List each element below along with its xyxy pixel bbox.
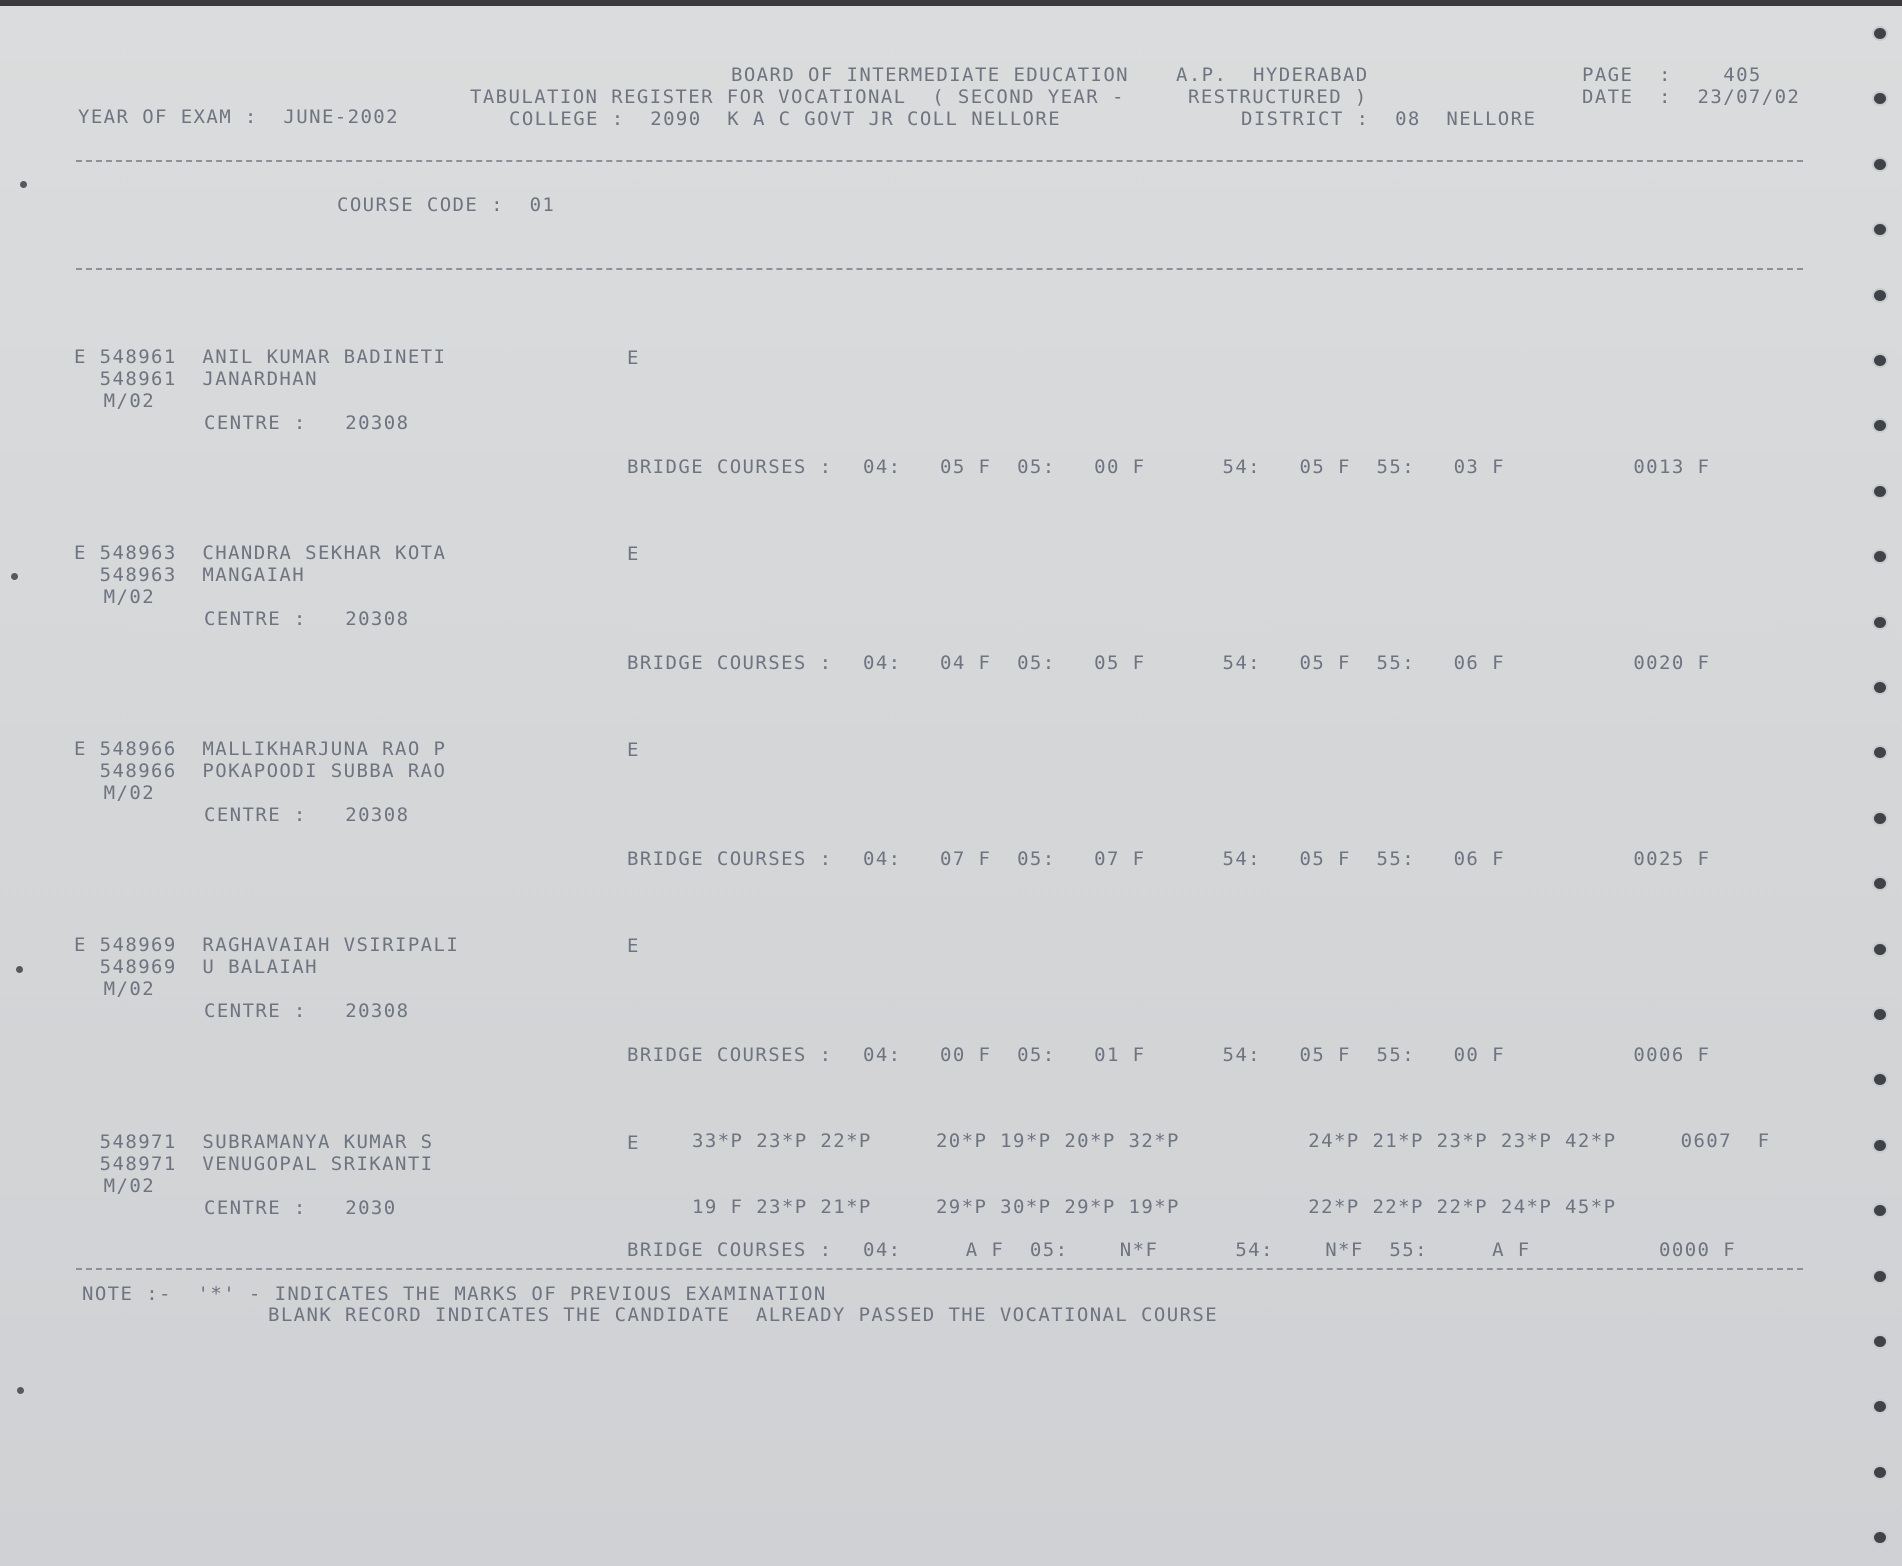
record-id-name: 548971 SUBRAMANYA KUMAR S [74, 1131, 434, 1153]
district-name: DISTRICT : 08 NELLORE [1241, 108, 1537, 130]
record-month-year: M/02 [78, 586, 156, 608]
feed-hole [1874, 682, 1886, 693]
record-centre: CENTRE : 20308 [204, 804, 410, 826]
record-id-name: E 548963 CHANDRA SEKHAR KOTA [74, 542, 447, 564]
record-hall-ticket-parent: 548971 VENUGOPAL SRIKANTI [74, 1153, 434, 1175]
record-hall-ticket-parent: 548963 MANGAIAH [74, 564, 306, 586]
feed-hole [1874, 28, 1886, 39]
record-marks-line-1: 33*P 23*P 22*P 20*P 19*P 20*P 32*P 24*P 21*P 23*P 23*P 42*P 0607 F [692, 1130, 1771, 1152]
feed-hole [1874, 1271, 1886, 1282]
year-of-exam: YEAR OF EXAM : JUNE-2002 [78, 106, 399, 128]
record-centre: CENTRE : 20308 [204, 608, 410, 630]
feed-hole [1874, 813, 1886, 824]
feed-hole [1874, 551, 1886, 562]
college-name: COLLEGE : 2090 K A C GOVT JR COLL NELLORE [509, 108, 1062, 130]
print-date: DATE : 23/07/02 [1582, 86, 1801, 108]
feed-hole [1874, 944, 1886, 955]
course-divider [76, 268, 1803, 270]
record-centre: CENTRE : 20308 [204, 1000, 410, 1022]
record-month-year: M/02 [78, 1175, 156, 1197]
bridge-courses-label: BRIDGE COURSES : [627, 456, 833, 478]
record-hall-ticket-parent: 548961 JANARDHAN [74, 368, 318, 390]
feed-hole [1874, 1467, 1886, 1478]
bridge-courses-label: BRIDGE COURSES : [627, 1239, 833, 1261]
record-marks-line-2: 19 F 23*P 21*P 29*P 30*P 29*P 19*P 22*P 22*P 22*P 24*P 45*P [692, 1196, 1617, 1218]
record-bridge-courses: 04: A F 05: N*F 54: N*F 55: A F 0000 F [863, 1239, 1737, 1261]
record-grade: E [627, 543, 640, 565]
record-bridge-courses: 04: 07 F 05: 07 F 54: 05 F 55: 06 F 0025 F [863, 848, 1711, 870]
board-name: BOARD OF INTERMEDIATE EDUCATION [731, 64, 1130, 86]
feed-hole [1874, 486, 1886, 497]
feed-hole [1874, 878, 1886, 889]
register-scheme: RESTRUCTURED ) [1188, 86, 1368, 108]
feed-hole [1874, 1074, 1886, 1085]
record-centre: CENTRE : 2030 [204, 1197, 397, 1219]
left-margin-mark [20, 181, 27, 188]
board-location: A.P. HYDERABAD [1176, 64, 1369, 86]
record-id-name: E 548961 ANIL KUMAR BADINETI [74, 346, 447, 368]
feed-hole [1874, 93, 1886, 104]
feed-hole [1874, 420, 1886, 431]
record-bridge-courses: 04: 04 F 05: 05 F 54: 05 F 55: 06 F 0020 F [863, 652, 1711, 674]
record-month-year: M/02 [78, 390, 156, 412]
feed-hole [1874, 1205, 1886, 1216]
header-divider [76, 160, 1803, 162]
course-code: COURSE CODE : 01 [337, 194, 556, 216]
record-grade: E [627, 935, 640, 957]
record-hall-ticket-parent: 548969 U BALAIAH [74, 956, 318, 978]
feed-hole [1874, 747, 1886, 758]
record-month-year: M/02 [78, 782, 156, 804]
record-id-name: E 548969 RAGHAVAIAH VSIRIPALI [74, 934, 460, 956]
paper-top-edge [0, 0, 1902, 6]
feed-hole [1874, 617, 1886, 628]
feed-hole [1874, 1401, 1886, 1412]
record-bridge-courses: 04: 05 F 05: 00 F 54: 05 F 55: 03 F 0013 F [863, 456, 1711, 478]
feed-hole [1874, 1336, 1886, 1347]
feed-hole [1874, 1009, 1886, 1020]
feed-hole [1874, 159, 1886, 170]
record-centre: CENTRE : 20308 [204, 412, 410, 434]
feed-hole [1874, 355, 1886, 366]
record-grade: E [627, 739, 640, 761]
bridge-courses-label: BRIDGE COURSES : [627, 1044, 833, 1066]
record-month-year: M/02 [78, 978, 156, 1000]
left-margin-mark [16, 966, 23, 973]
record-hall-ticket-parent: 548966 POKAPOODI SUBBA RAO [74, 760, 447, 782]
left-margin-mark [17, 1387, 24, 1394]
register-title: TABULATION REGISTER FOR VOCATIONAL ( SECOND YEAR - [470, 86, 1125, 108]
record-id-name: E 548966 MALLIKHARJUNA RAO P [74, 738, 447, 760]
record-grade: E [627, 1132, 640, 1154]
left-margin-mark [11, 573, 18, 580]
record-grade: E [627, 347, 640, 369]
page-number: PAGE : 405 [1582, 64, 1762, 86]
record-bridge-courses: 04: 00 F 05: 01 F 54: 05 F 55: 00 F 0006 F [863, 1044, 1711, 1066]
note-line-1: NOTE :- '*' - INDICATES THE MARKS OF PREVIOUS EXAMINATION [82, 1283, 827, 1305]
note-line-2: BLANK RECORD INDICATES THE CANDIDATE ALREADY PASSED THE VOCATIONAL COURSE [268, 1304, 1219, 1326]
footer-divider [76, 1268, 1803, 1270]
feed-hole [1874, 224, 1886, 235]
feed-hole [1874, 1532, 1886, 1543]
bridge-courses-label: BRIDGE COURSES : [627, 848, 833, 870]
feed-hole [1874, 290, 1886, 301]
feed-hole [1874, 1140, 1886, 1151]
bridge-courses-label: BRIDGE COURSES : [627, 652, 833, 674]
